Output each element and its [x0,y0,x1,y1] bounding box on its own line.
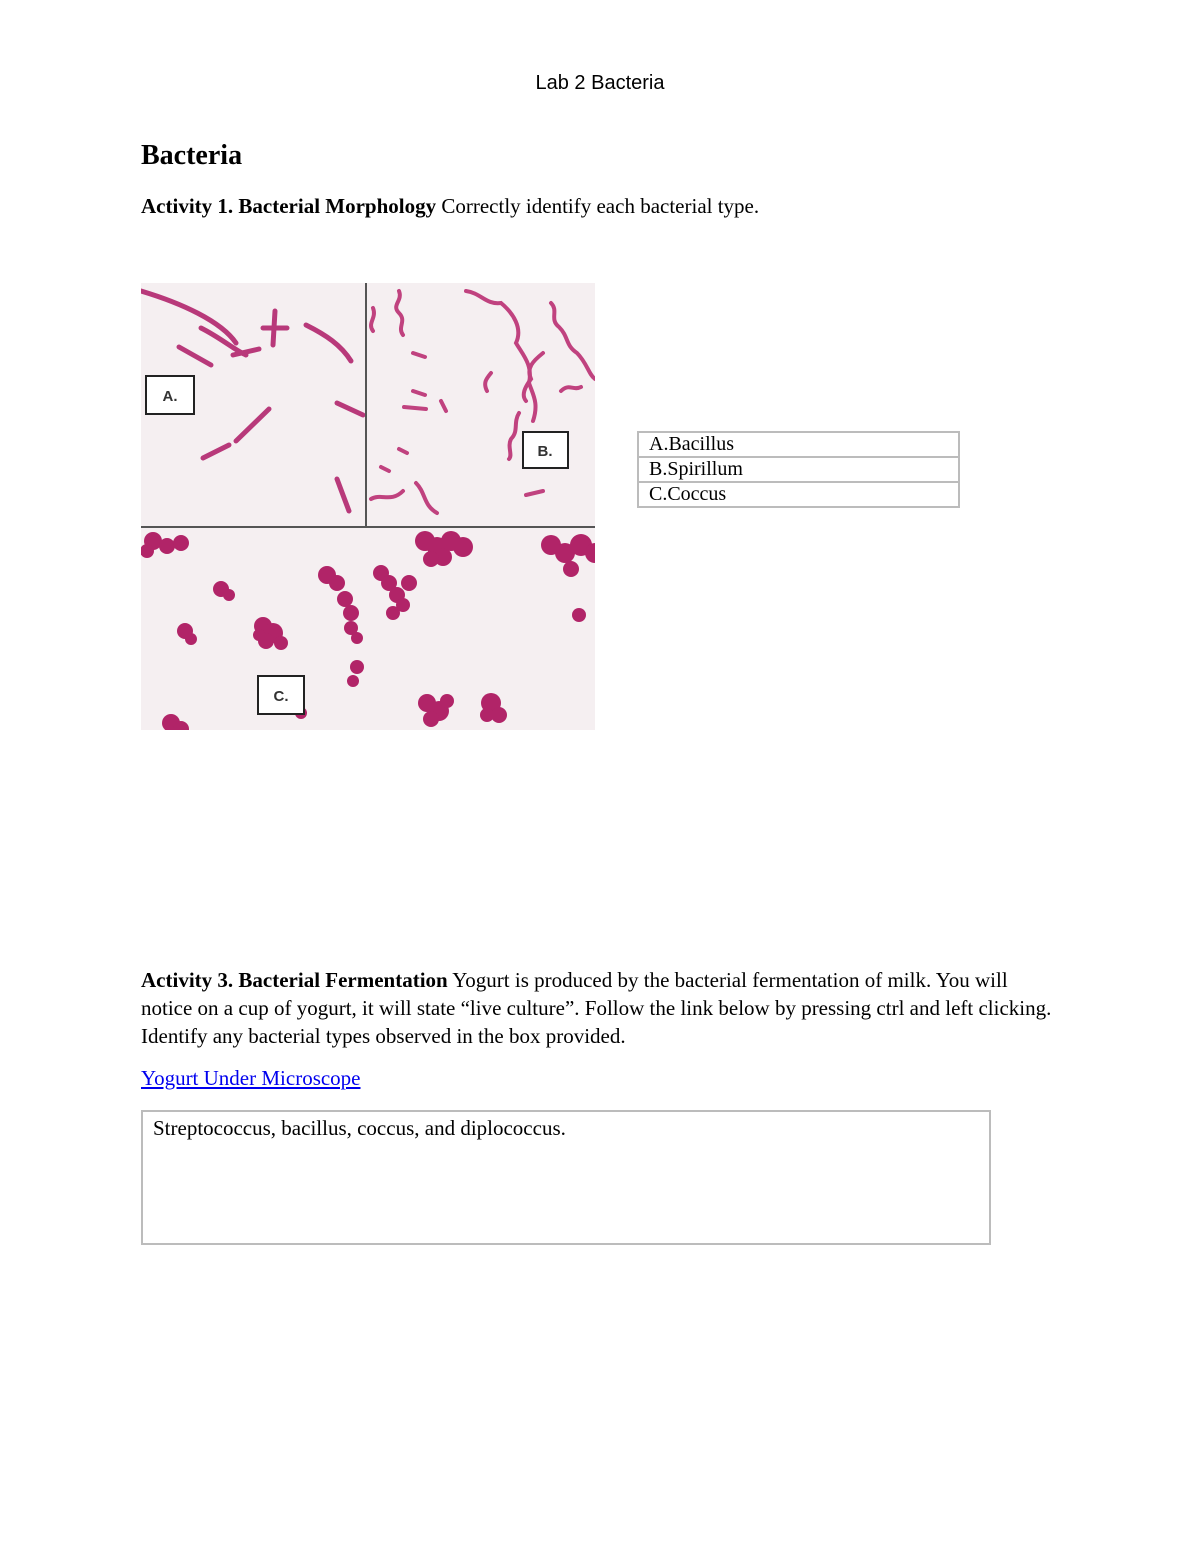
activity-1-instruction: Correctly identify each bacterial type. [436,194,760,218]
label-c: C. [273,688,289,705]
label-b: B. [537,443,553,460]
yogurt-answer-box[interactable]: Streptococcus, bacillus, coccus, and diplococcus. [141,1110,991,1245]
label-box-b [523,432,568,468]
activity-1-prompt [141,194,759,219]
morphology-answer-table [637,431,960,508]
answer-cell-b[interactable]: B.Spirillum [638,457,959,482]
yogurt-microscope-link[interactable]: Yogurt Under Microscope [141,1066,361,1090]
bacteria-micrograph [141,283,595,730]
activity-3-label: Activity 3. Bacterial Fermentation [141,968,448,992]
page-header: Lab 2 Bacteria [535,72,665,94]
activity-3-prompt [141,966,1061,1050]
table-row [638,457,959,482]
label-box-c [258,676,304,714]
answer-cell-c[interactable]: C.Coccus [638,482,959,507]
answer-cell-a[interactable]: A.Bacillus [638,432,959,457]
table-row [638,432,959,457]
table-row [638,482,959,507]
label-a: A. [162,388,178,405]
label-box-a [146,376,194,414]
section-title: Bacteria [141,140,243,171]
activity-3-text: Yogurt is produced by the bacterial fermentation of milk. You will notice on a cup of yogurt, it will state “live culture”. Follow the link below by pressing ctrl and left clicking. Identify any bacterial types observed in the box provided. [141,968,1052,1048]
activity-1-label: Activity 1. Bacterial Morphology [141,194,437,218]
